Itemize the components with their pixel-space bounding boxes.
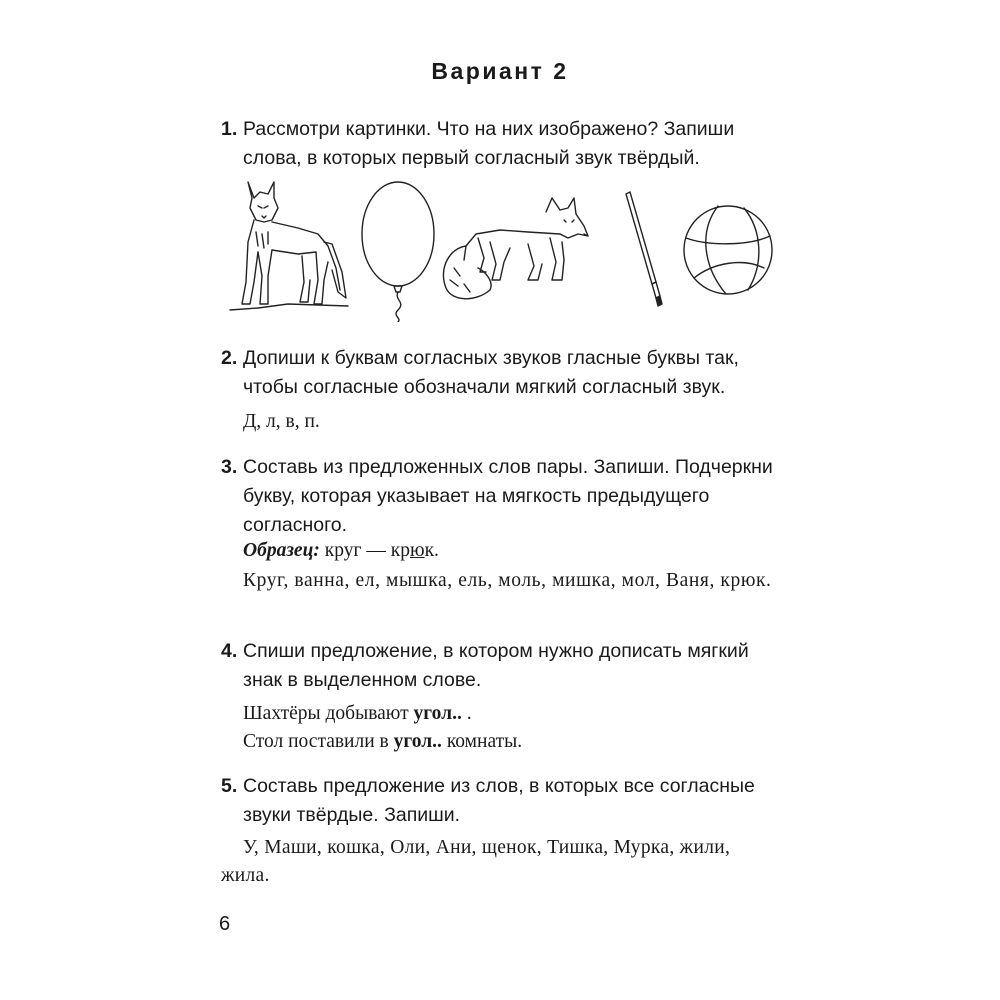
task-5-words: У, Маши, кошка, Оли, Ани, щенок, Тишка, Мурка, жили, жила. xyxy=(221,837,731,886)
task-3-sample xyxy=(221,537,781,565)
task-text: Рассмотри картинки. Что на них изображено? Запиши слова, в которых первый согласный звук твёрдый. xyxy=(243,118,735,169)
task-number: 4. xyxy=(221,640,238,662)
brush-image xyxy=(626,192,662,306)
task-number: 1. xyxy=(221,118,238,140)
task-1 xyxy=(221,115,781,173)
fox-image xyxy=(443,198,588,299)
sentence-1-highlighted: угол.. xyxy=(413,703,462,724)
page-title: Вариант 2 xyxy=(431,58,569,84)
task-4-sentence-2 xyxy=(221,728,781,756)
wolf-image xyxy=(230,182,348,310)
page-number: 6 xyxy=(219,913,231,935)
sentence-1-end: . xyxy=(461,703,472,724)
sample-underlined-letter: ю xyxy=(410,540,425,561)
sentence-1-start: Шахтёры добывают xyxy=(243,703,414,724)
balloon-image xyxy=(362,182,434,322)
task-2-letters: Д, л, в, п. xyxy=(243,411,320,432)
task-3-words: Круг, ванна, ел, мышка, ель, моль, мишка, мол, Ваня, крюк. xyxy=(243,570,772,591)
task-text: Допиши к буквам согласных звуков гласные буквы так, чтобы согласные обозначали мягкий согласный звук. xyxy=(243,347,739,398)
task-4 xyxy=(221,637,781,695)
sample-before: круг — кр xyxy=(319,540,410,561)
task-number: 2. xyxy=(221,347,238,369)
task-number: 3. xyxy=(221,456,238,478)
sentence-2-highlighted: угол.. xyxy=(393,731,442,752)
sentence-2-end: комнаты. xyxy=(441,731,523,752)
sample-label: Образец: xyxy=(243,540,320,561)
task-1-pictures xyxy=(228,172,788,322)
task-text: Составь предложение из слов, в которых все согласные звуки твёрдые. Запиши. xyxy=(243,775,755,826)
task-5 xyxy=(221,772,781,830)
sentence-2-start: Стол поставили в xyxy=(243,731,394,752)
task-text: Составь из предложенных слов пары. Запиши. Подчеркни букву, которая указывает на мягкость предыдущего согласного. xyxy=(243,456,773,536)
task-number: 5. xyxy=(221,775,238,797)
ball-image xyxy=(684,206,772,294)
task-3 xyxy=(221,453,781,540)
task-2 xyxy=(221,344,781,402)
task-4-sentence-1 xyxy=(221,700,781,728)
task-text: Спиши предложение, в котором нужно дописать мягкий знак в выделенном слове. xyxy=(243,640,749,691)
sample-after: к. xyxy=(424,540,439,561)
